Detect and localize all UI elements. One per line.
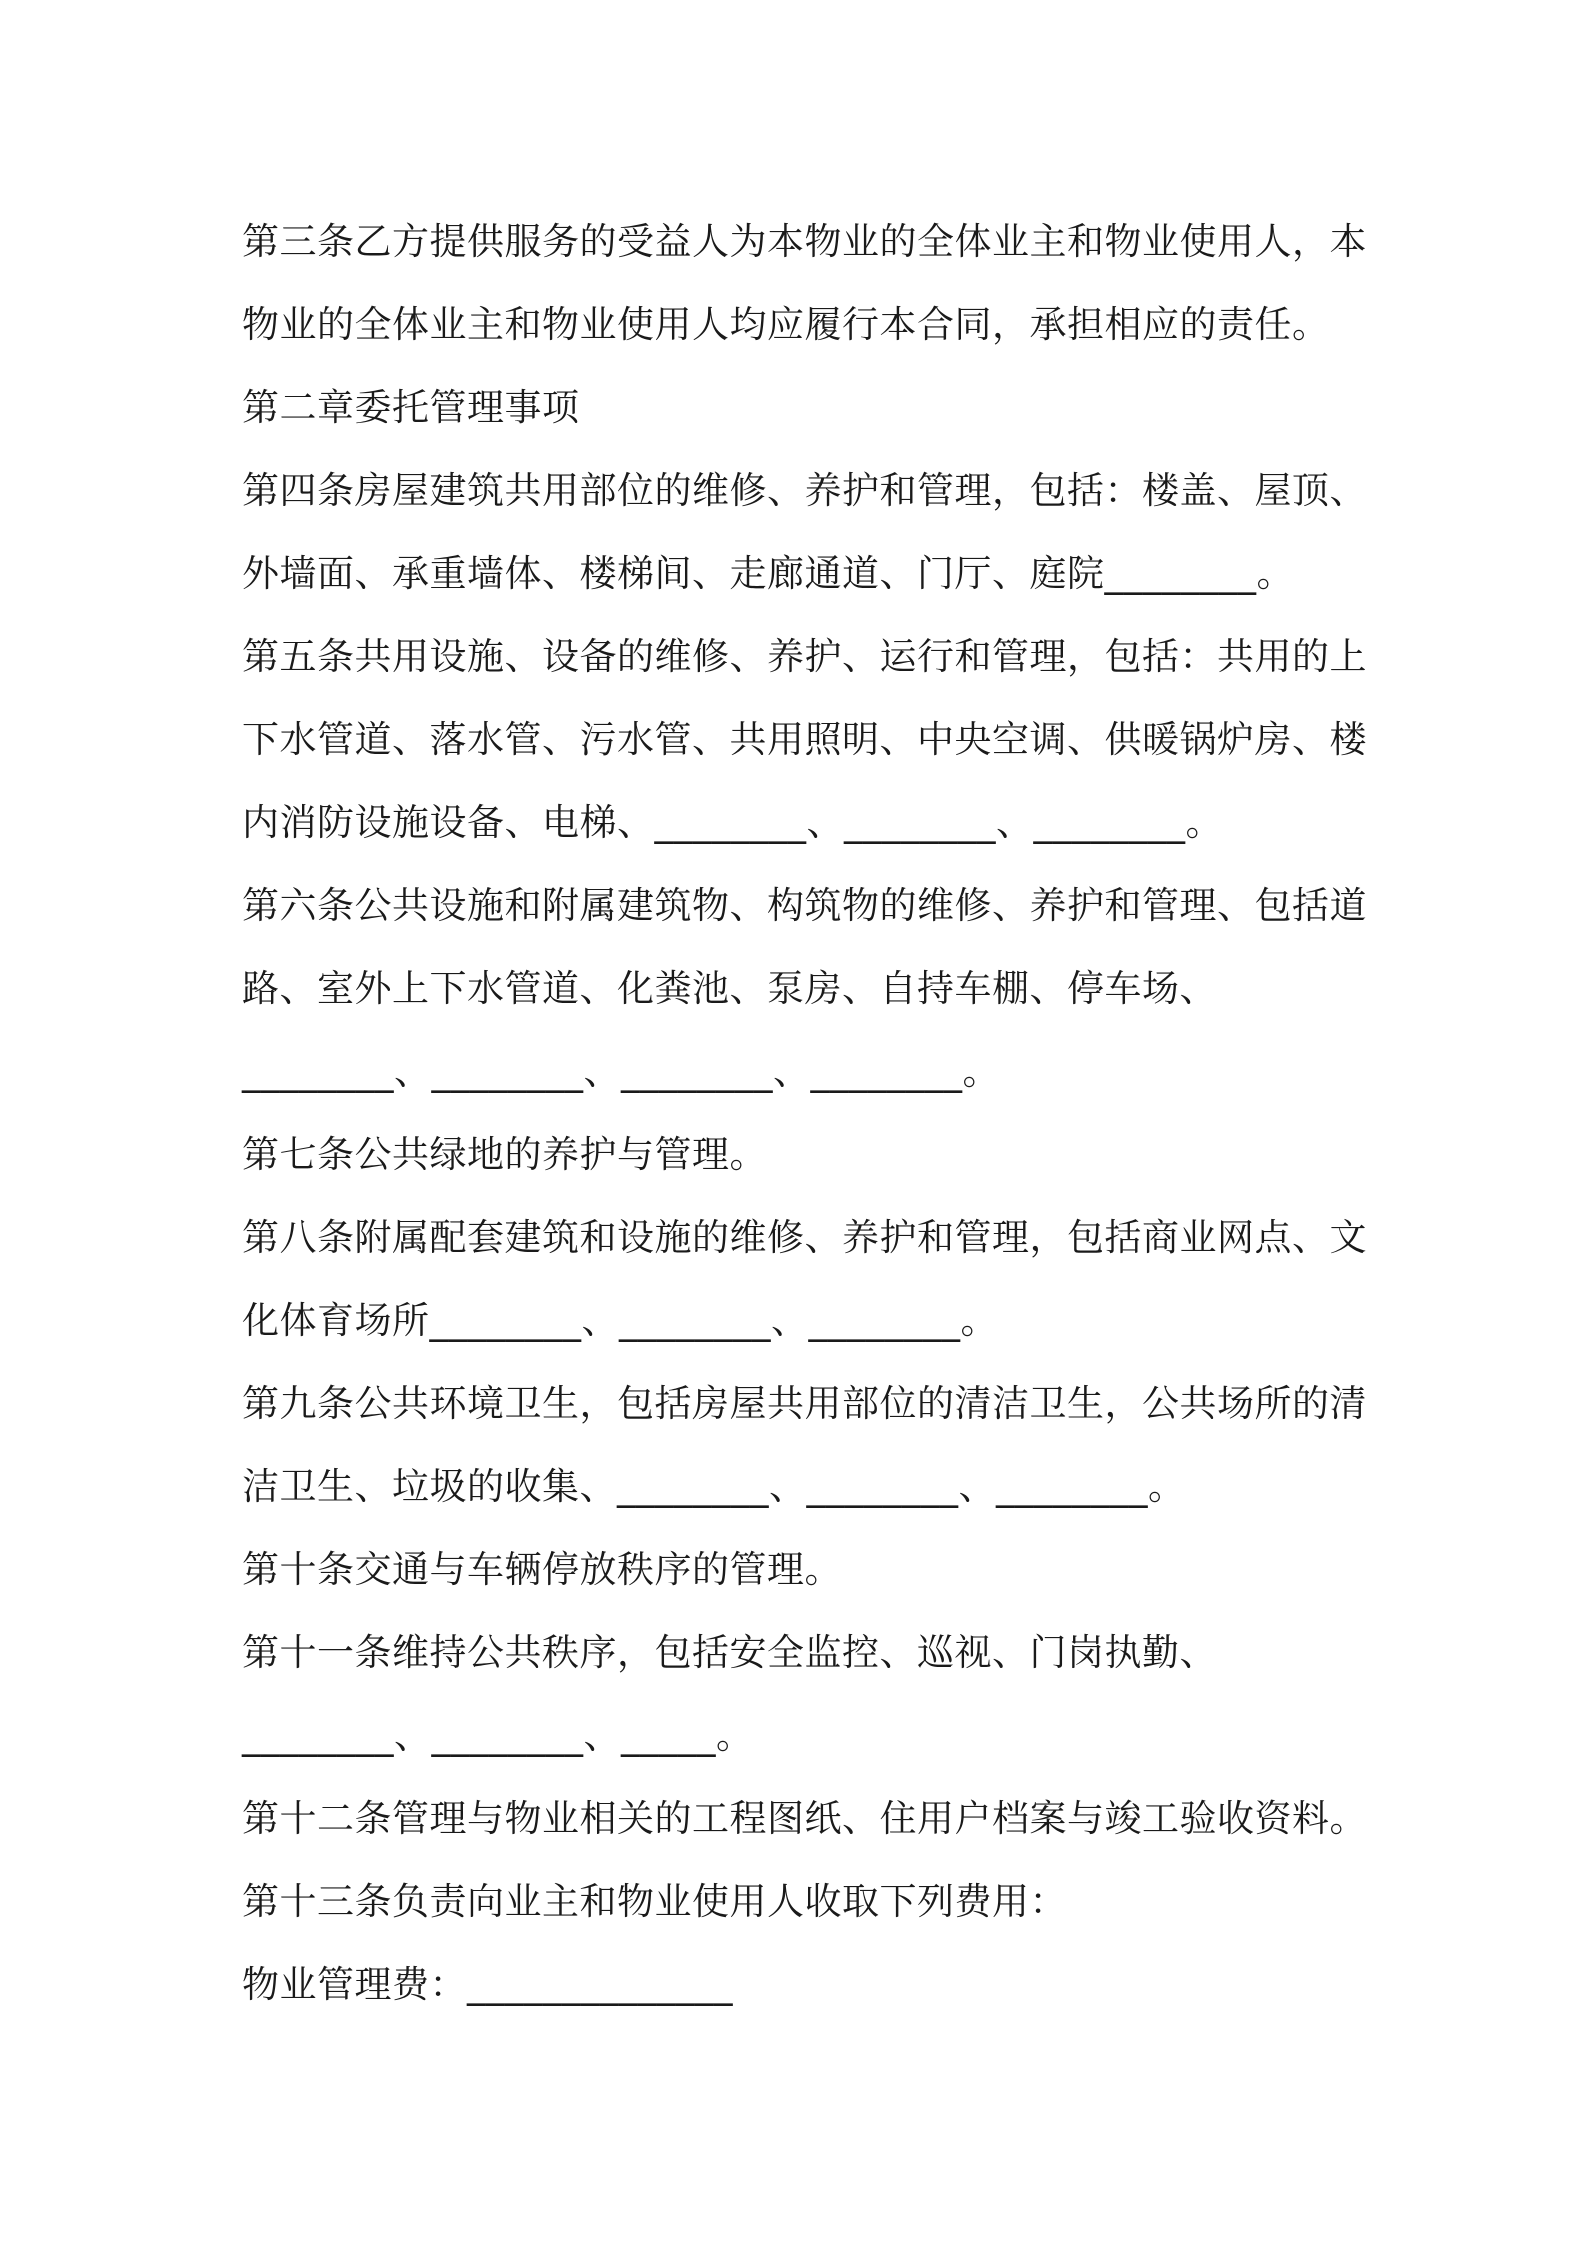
clause-3-line-2: 物业的全体业主和物业使用人均应履行本合同，承担相应的责任。 xyxy=(242,303,1330,346)
clause-4-line-1: 第四条房屋建筑共用部位的维修、养护和管理，包括：楼盖、屋顶、 xyxy=(242,469,1367,512)
clause-5-line-2: 下水管道、落水管、污水管、共用照明、中央空调、供暖锅炉房、楼 xyxy=(242,718,1367,761)
clause-11-line-1: 第十一条维持公共秩序，包括安全监控、巡视、门岗执勤、 xyxy=(242,1631,1217,1674)
fee-property-management-line: 物业管理费：______________ xyxy=(242,1963,733,2006)
clause-6-line-3: ________、________、________、________。 xyxy=(242,1050,1000,1093)
chapter-2-heading: 第二章委托管理事项 xyxy=(242,386,580,429)
clause-13-line-1: 第十三条负责向业主和物业使用人收取下列费用： xyxy=(242,1880,1067,1923)
clause-8-line-2: 化体育场所________、________、________。 xyxy=(242,1299,998,1342)
clause-6-line-1: 第六条公共设施和附属建筑物、构筑物的维修、养护和管理、包括道 xyxy=(242,884,1367,927)
clause-8-line-1: 第八条附属配套建筑和设施的维修、养护和管理，包括商业网点、文 xyxy=(242,1216,1367,1259)
document-body xyxy=(242,200,1372,2026)
clause-4-line-2: 外墙面、承重墙体、楼梯间、走廊通道、门厅、庭院________。 xyxy=(242,552,1294,595)
clause-9-line-1: 第九条公共环境卫生，包括房屋共用部位的清洁卫生，公共场所的清 xyxy=(242,1382,1367,1425)
clause-11-line-2: ________、________、_____。 xyxy=(242,1714,754,1757)
clause-6-line-2: 路、室外上下水管道、化粪池、泵房、自持车棚、停车场、 xyxy=(242,967,1217,1010)
clause-10-line-1: 第十条交通与车辆停放秩序的管理。 xyxy=(242,1548,842,1591)
clause-3-line-1: 第三条乙方提供服务的受益人为本物业的全体业主和物业使用人，本 xyxy=(242,220,1367,263)
clause-9-line-2: 洁卫生、垃圾的收集、________、________、________。 xyxy=(242,1465,1186,1508)
clause-12-line-1: 第十二条管理与物业相关的工程图纸、住用户档案与竣工验收资料。 xyxy=(242,1797,1367,1840)
clause-5-line-1: 第五条共用设施、设备的维修、养护、运行和管理，包括：共用的上 xyxy=(242,635,1367,678)
clause-5-line-3: 内消防设施设备、电梯、________、________、________。 xyxy=(242,801,1223,844)
clause-7-line-1: 第七条公共绿地的养护与管理。 xyxy=(242,1133,767,1176)
